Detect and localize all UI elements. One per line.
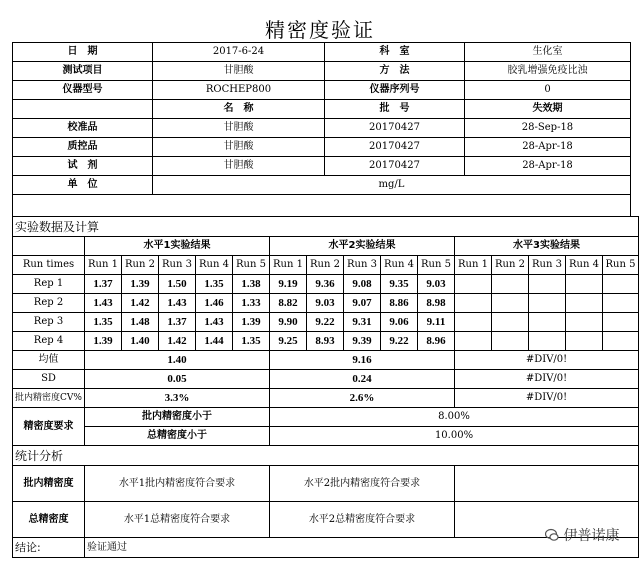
run-label: Run 1 [455, 256, 492, 275]
watermark-text: 伊普诺康 [563, 528, 620, 544]
instrument-value: ROCHEP800 [153, 81, 325, 100]
within-precision-label: 批内精密度 [13, 466, 85, 502]
calibrator-lot: 20170427 [325, 119, 465, 138]
date-value: 2017-6-24 [153, 43, 325, 62]
qc-expiry: 28-Apr-18 [465, 138, 631, 157]
run-label: Run 5 [233, 256, 270, 275]
rep-value-l3 [529, 294, 566, 313]
reagent-expiry: 28-Apr-18 [465, 157, 631, 176]
experiment-section-title: 实验数据及计算 [13, 217, 639, 237]
rep-value-l1: 1.46 [196, 294, 233, 313]
rep-value-l3 [566, 332, 603, 351]
rep-value-l3 [603, 313, 639, 332]
sd-level1: 0.05 [85, 370, 270, 389]
req-total-label: 总精密度小于 [85, 427, 270, 446]
run-label: Run 5 [603, 256, 639, 275]
serial-value: 0 [465, 81, 631, 100]
rep-value-l1: 1.50 [159, 275, 196, 294]
run-label: Run 1 [270, 256, 307, 275]
req-total-value: 10.00% [270, 427, 639, 446]
sd-level3: #DIV/0! [455, 370, 639, 389]
rep-value-l2: 9.08 [344, 275, 381, 294]
rep-value-l2: 9.25 [270, 332, 307, 351]
rep-label: Rep 4 [13, 332, 85, 351]
rep-value-l3 [492, 294, 529, 313]
run-label: Run 2 [492, 256, 529, 275]
rep-value-l2: 9.31 [344, 313, 381, 332]
requirement-label: 精密度要求 [13, 408, 85, 446]
lot-header: 批 号 [325, 100, 465, 119]
within-level3-result [455, 466, 639, 502]
rep-value-l3 [529, 313, 566, 332]
rep-value-l2: 9.03 [418, 275, 455, 294]
cv-level3: #DIV/0! [455, 389, 639, 408]
req-within-value: 8.00% [270, 408, 639, 427]
rep-value-l2: 9.07 [344, 294, 381, 313]
expiry-header: 失效期 [465, 100, 631, 119]
rep-value-l3 [455, 275, 492, 294]
reagent-lot: 20170427 [325, 157, 465, 176]
analysis-section-title: 统计分析 [13, 446, 639, 466]
page-title: 精密度验证 [265, 18, 375, 42]
qc-name: 甘胆酸 [153, 138, 325, 157]
rep-value-l2: 8.96 [418, 332, 455, 351]
rep-value-l3 [603, 275, 639, 294]
rep-value-l1: 1.37 [159, 313, 196, 332]
total-level1-result: 水平1总精密度符合要求 [85, 502, 270, 538]
rep-value-l2: 9.03 [307, 294, 344, 313]
rep-value-l3 [566, 313, 603, 332]
run-label: Run 4 [196, 256, 233, 275]
rep-value-l1: 1.43 [85, 294, 122, 313]
wechat-icon [545, 528, 559, 542]
rep-value-l1: 1.35 [233, 332, 270, 351]
rep-value-l2: 9.39 [344, 332, 381, 351]
mean-level1: 1.40 [85, 351, 270, 370]
rep-value-l1: 1.33 [233, 294, 270, 313]
qc-label: 质控品 [13, 138, 153, 157]
run-label: Run 1 [85, 256, 122, 275]
rep-row [13, 332, 639, 351]
rep-label: Rep 3 [13, 313, 85, 332]
run-label: Run 2 [307, 256, 344, 275]
rep-value-l2: 9.06 [381, 313, 418, 332]
rep-value-l2: 9.35 [381, 275, 418, 294]
rep-value-l1: 1.44 [196, 332, 233, 351]
run-label: Run 4 [381, 256, 418, 275]
cv-level2: 2.6% [270, 389, 455, 408]
rep-value-l1: 1.39 [233, 313, 270, 332]
rep-value-l3 [566, 294, 603, 313]
dept-label: 科 室 [325, 43, 465, 62]
rep-value-l1: 1.48 [122, 313, 159, 332]
rep-value-l1: 1.43 [159, 294, 196, 313]
qc-lot: 20170427 [325, 138, 465, 157]
rep-value-l1: 1.35 [196, 275, 233, 294]
rep-value-l3 [529, 275, 566, 294]
level3-header: 水平3实验结果 [455, 237, 639, 256]
rep-value-l1: 1.42 [159, 332, 196, 351]
serial-label: 仪器序列号 [325, 81, 465, 100]
name-header: 名 称 [153, 100, 325, 119]
rep-value-l1: 1.42 [122, 294, 159, 313]
method-label: 方 法 [325, 62, 465, 81]
rep-value-l1: 1.39 [122, 275, 159, 294]
mean-level3: #DIV/0! [455, 351, 639, 370]
unit-label: 单 位 [13, 176, 153, 195]
within-level1-result: 水平1批内精密度符合要求 [85, 466, 270, 502]
method-value: 胶乳增强免疫比浊 [465, 62, 631, 81]
rep-value-l1: 1.35 [85, 313, 122, 332]
rep-label: Rep 2 [13, 294, 85, 313]
run-label: Run 3 [159, 256, 196, 275]
empty-cell [13, 100, 153, 119]
item-label: 测试项目 [13, 62, 153, 81]
rep-value-l3 [603, 332, 639, 351]
rep-value-l2: 9.90 [270, 313, 307, 332]
total-level2-result: 水平2总精密度符合要求 [270, 502, 455, 538]
level1-header: 水平1实验结果 [85, 237, 270, 256]
experiment-table [12, 216, 639, 558]
conclusion-label: 结论: [13, 538, 85, 558]
level2-header: 水平2实验结果 [270, 237, 455, 256]
conclusion-value: 验证通过 [85, 538, 639, 558]
rep-value-l2: 8.93 [307, 332, 344, 351]
rep-value-l2: 9.22 [381, 332, 418, 351]
run-label: Run 3 [344, 256, 381, 275]
rep-row [13, 313, 639, 332]
rep-value-l3 [603, 294, 639, 313]
empty-cell [13, 237, 85, 256]
rep-value-l2: 8.82 [270, 294, 307, 313]
run-times-label: Run times [13, 256, 85, 275]
reagent-name: 甘胆酸 [153, 157, 325, 176]
rep-value-l2: 9.11 [418, 313, 455, 332]
rep-value-l1: 1.39 [85, 332, 122, 351]
rep-value-l3 [529, 332, 566, 351]
mean-label: 均值 [13, 351, 85, 370]
rep-row [13, 275, 639, 294]
info-table [12, 42, 631, 217]
calibrator-expiry: 28-Sep-18 [465, 119, 631, 138]
cv-label: 批内精密度CV% [13, 389, 85, 408]
rep-value-l3 [492, 313, 529, 332]
spacer-row [13, 195, 631, 217]
rep-value-l2: 9.19 [270, 275, 307, 294]
cv-level1: 3.3% [85, 389, 270, 408]
run-label: Run 2 [122, 256, 159, 275]
rep-value-l3 [492, 275, 529, 294]
mean-level2: 9.16 [270, 351, 455, 370]
rep-value-l1: 1.37 [85, 275, 122, 294]
rep-value-l3 [455, 313, 492, 332]
sd-label: SD [13, 370, 85, 389]
rep-label: Rep 1 [13, 275, 85, 294]
rep-value-l3 [455, 332, 492, 351]
total-precision-label: 总精密度 [13, 502, 85, 538]
rep-value-l2: 8.98 [418, 294, 455, 313]
watermark [545, 525, 619, 545]
rep-row [13, 294, 639, 313]
run-label: Run 4 [566, 256, 603, 275]
rep-value-l1: 1.38 [233, 275, 270, 294]
date-label: 日 期 [13, 43, 153, 62]
rep-value-l1: 1.40 [122, 332, 159, 351]
run-label: Run 5 [418, 256, 455, 275]
unit-value: mg/L [153, 176, 631, 195]
rep-value-l1: 1.43 [196, 313, 233, 332]
req-within-label: 批内精密度小于 [85, 408, 270, 427]
dept-value: 生化室 [465, 43, 631, 62]
item-value: 甘胆酸 [153, 62, 325, 81]
run-label: Run 3 [529, 256, 566, 275]
rep-value-l2: 9.22 [307, 313, 344, 332]
within-level2-result: 水平2批内精密度符合要求 [270, 466, 455, 502]
reagent-label: 试 剂 [13, 157, 153, 176]
calibrator-name: 甘胆酸 [153, 119, 325, 138]
calibrator-label: 校准品 [13, 119, 153, 138]
rep-value-l3 [492, 332, 529, 351]
rep-value-l3 [455, 294, 492, 313]
instrument-label: 仪器型号 [13, 81, 153, 100]
rep-value-l3 [566, 275, 603, 294]
sd-level2: 0.24 [270, 370, 455, 389]
rep-value-l2: 8.86 [381, 294, 418, 313]
rep-value-l2: 9.36 [307, 275, 344, 294]
